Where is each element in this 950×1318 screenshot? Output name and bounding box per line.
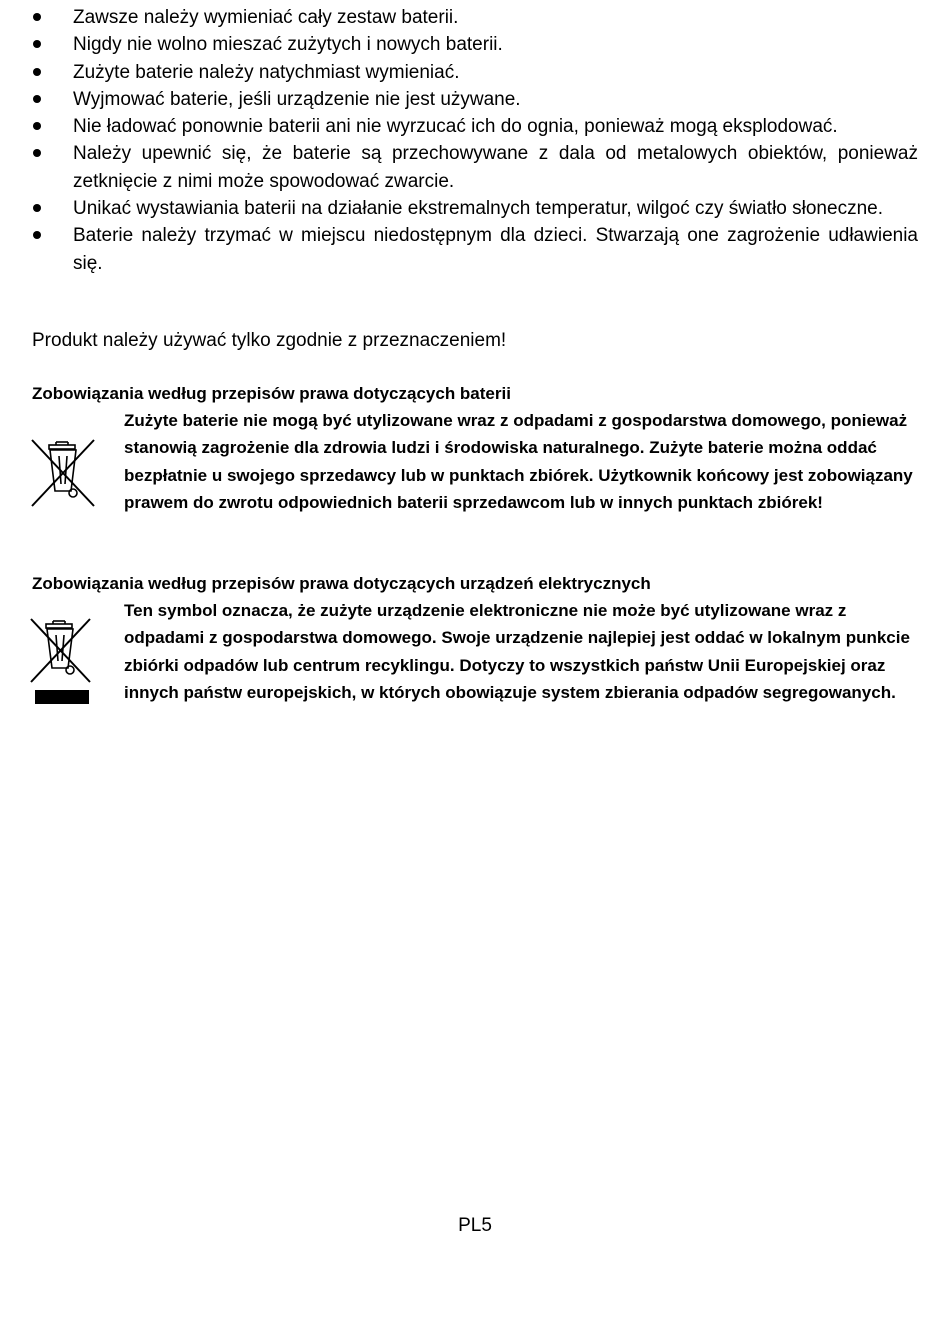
list-item	[32, 140, 918, 195]
list-item-text: Nie ładować ponownie baterii ani nie wyrzucać ich do ognia, ponieważ mogą eksplodować.	[73, 116, 838, 138]
bullet-icon	[33, 204, 41, 212]
list-item-text: Zużyte baterie należy natychmiast wymieniać.	[73, 61, 460, 83]
list-item	[32, 59, 918, 86]
bullet-icon	[33, 13, 41, 21]
list-item-text: Unikać wystawiania baterii na działanie ekstremalnych temperatur, wilgoć czy światło słoneczne.	[73, 198, 883, 220]
crossed-out-wheelie-bin-with-bar-icon	[28, 616, 92, 708]
electrical-section-heading: Zobowiązania według przepisów prawa dotyczących urządzeń elektrycznych	[32, 574, 651, 593]
list-item	[32, 113, 918, 140]
list-item	[32, 195, 918, 222]
list-item	[32, 86, 918, 113]
battery-section-heading: Zobowiązania według przepisów prawa dotyczących baterii	[32, 384, 511, 403]
list-item	[32, 31, 918, 58]
list-item-text: Zawsze należy wymieniać cały zestaw baterii.	[73, 7, 459, 28]
crossed-out-wheelie-bin-icon	[28, 436, 98, 510]
list-item	[32, 222, 918, 277]
usage-note: Produkt należy używać tylko zgodnie z przeznaczeniem!	[32, 330, 507, 351]
battery-section-text: Zużyte baterie nie mogą być utylizowane wraz z odpadami z gospodarstwa domowego, ponieważ stanowią zagrożenie dla zdrowia ludzi i środowiska naturalnego. Zużyte baterie można oddać bezpłatnie u swojego sprzedawcy lub w punktach zbiórek. Użytkownik końcowy jest zobowiązany prawem do zwrotu odpowiednich baterii sprzedawcom lub w innych punktach zbiórek!	[124, 411, 913, 512]
list-item-text: Nigdy nie wolno mieszać zużytych i nowych baterii.	[73, 34, 503, 56]
bullet-icon	[33, 231, 41, 239]
list-item-text: Należy upewnić się, że baterie są przechowywane z dala od metalowych obiektów, ponieważ zetknięcie z nimi może spowodować zwarcie.	[73, 143, 918, 192]
list-item-text: Baterie należy trzymać w miejscu niedostępnym dla dzieci. Stwarzają one zagrożenie udławienia się.	[73, 225, 918, 274]
page-number: PL5	[458, 1215, 492, 1236]
bullet-icon	[33, 149, 41, 157]
bullet-icon	[33, 68, 41, 76]
bullet-icon	[33, 40, 41, 48]
battery-safety-list	[32, 4, 918, 277]
electrical-section-text: Ten symbol oznacza, że zużyte urządzenie elektroniczne nie może być utylizowane wraz z odpadami z gospodarstwa domowego. Swoje urządzenie najlepiej jest oddać w lokalnym punkcie zbiórki odpadów lub centrum recyklingu. Dotyczy to wszystkich państw Unii Europejskiej oraz innych państw europejskich, w których obowiązuje system zbierania odpadów segregowanych.	[124, 601, 910, 702]
bullet-icon	[33, 122, 41, 130]
list-item-text: Wyjmować baterie, jeśli urządzenie nie jest używane.	[73, 88, 521, 110]
bullet-icon	[33, 95, 41, 103]
list-item	[32, 4, 918, 31]
